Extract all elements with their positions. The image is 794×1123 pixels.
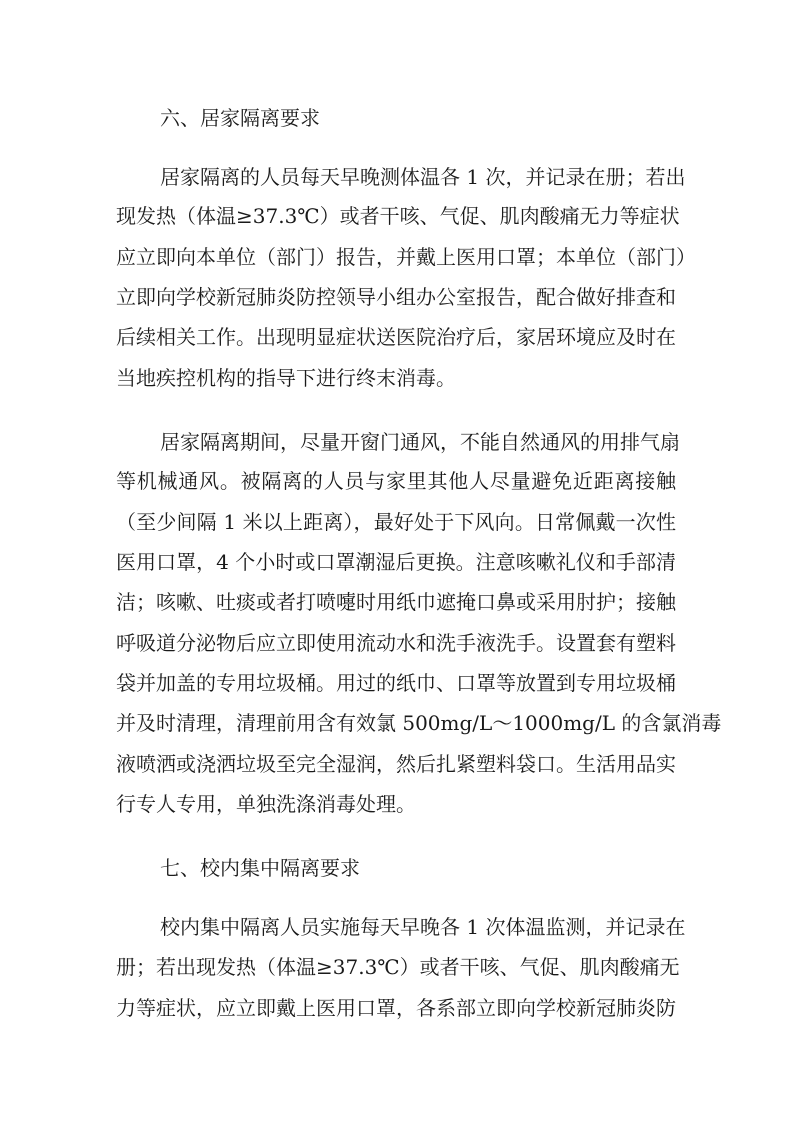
paragraph-line: 后续相关工作。出现明显症状送医院治疗后，家居环境应及时在	[116, 325, 676, 349]
paragraph-line: 立即向学校新冠肺炎防控领导小组办公室报告，配合做好排查和	[116, 285, 676, 309]
paragraph-line: 行专人专用，单独洗涤消毒处理。	[116, 792, 416, 816]
paragraph-line: 居家隔离的人员每天早晚测体温各 1 次，并记录在册；若出	[160, 165, 686, 189]
paragraph-line: 呼吸道分泌物后应立即使用流动水和洗手液洗手。设置套有塑料	[116, 631, 676, 655]
paragraph-line: 力等症状，应立即戴上医用口罩，各系部立即向学校新冠肺炎防	[116, 996, 676, 1020]
paragraph-line: 当地疾控机构的指导下进行终末消毒。	[116, 366, 456, 390]
section-heading: 六、居家隔离要求	[160, 106, 320, 130]
paragraph-line: 居家隔离期间，尽量开窗门通风，不能自然通风的用排气扇	[160, 430, 680, 454]
paragraph-line: 医用口罩，4 个小时或口罩潮湿后更换。注意咳嗽礼仪和手部清	[116, 550, 676, 574]
paragraph-line: 袋并加盖的专用垃圾桶。用过的纸巾、口罩等放置到专用垃圾桶	[116, 671, 676, 695]
paragraph-line: 册；若出现发热（体温≥37.3℃）或者干咳、气促、肌肉酸痛无	[116, 955, 680, 979]
paragraph-line: 现发热（体温≥37.3℃）或者干咳、气促、肌肉酸痛无力等症状	[116, 204, 680, 228]
paragraph-line: 液喷洒或浇洒垃圾至完全湿润，然后扎紧塑料袋口。生活用品实	[116, 752, 676, 776]
paragraph-line: 应立即向本单位（部门）报告，并戴上医用口罩；本单位（部门）	[116, 245, 696, 269]
paragraph-line: 洁；咳嗽、吐痰或者打喷嚏时用纸巾遮掩口鼻或采用肘护；接触	[116, 590, 676, 614]
paragraph-line: 校内集中隔离人员实施每天早晚各 1 次体温监测，并记录在	[160, 915, 686, 939]
paragraph-line: 等机械通风。被隔离的人员与家里其他人尽量避免近距离接触	[116, 469, 676, 493]
paragraph-line: 并及时清理，清理前用含有效氯 500mg/L～1000mg/L 的含氯消毒	[116, 711, 722, 735]
section-heading: 七、校内集中隔离要求	[160, 856, 360, 880]
paragraph-line: （至少间隔 1 米以上距离），最好处于下风向。日常佩戴一次性	[116, 510, 676, 534]
